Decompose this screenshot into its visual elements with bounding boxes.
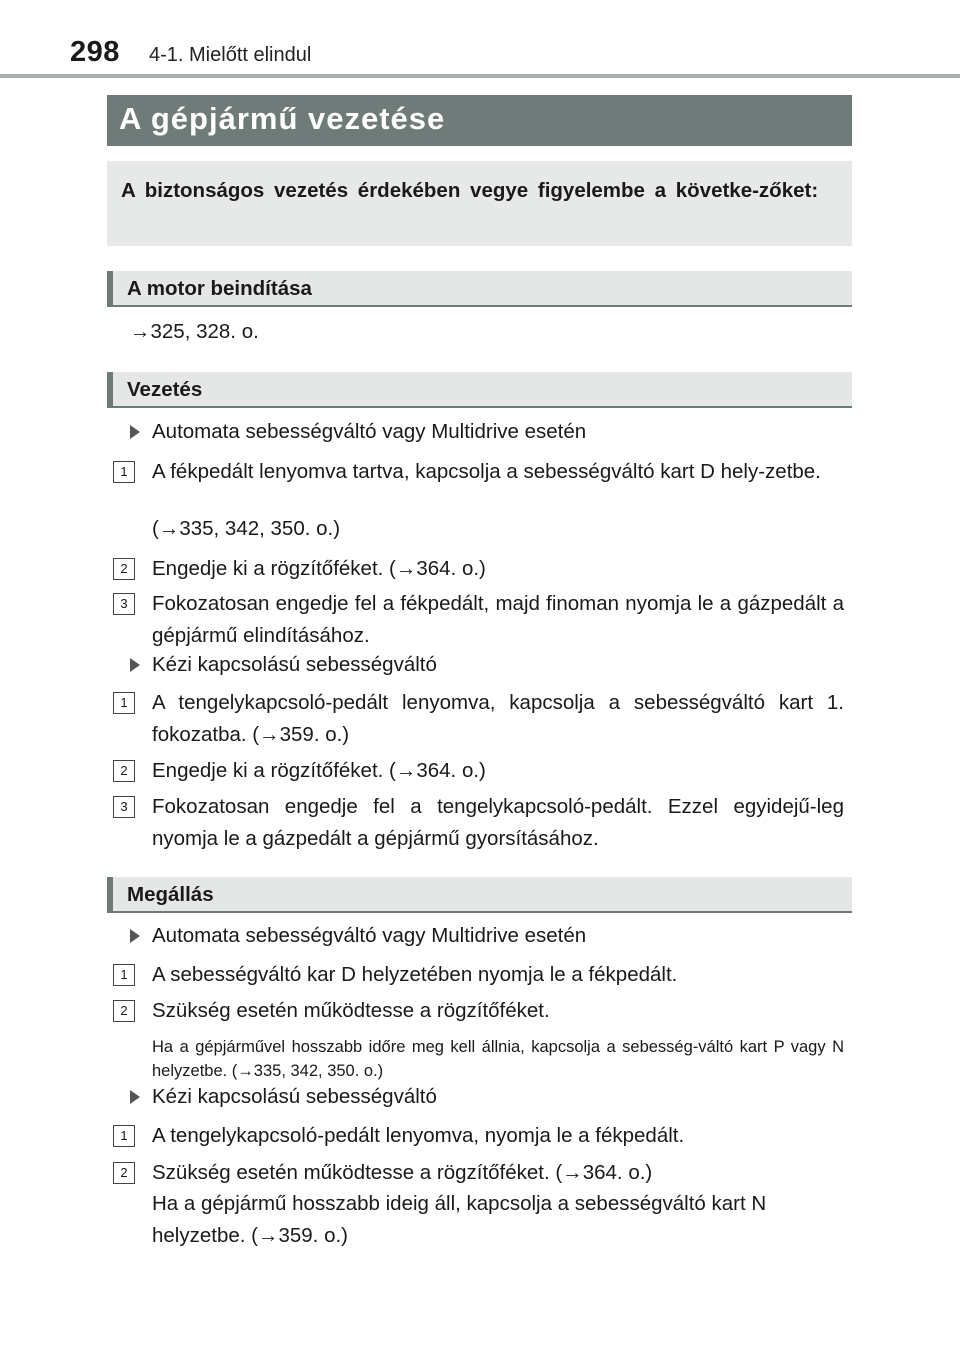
section-breadcrumb: 4-1. Mielőtt elindul (149, 44, 312, 66)
step-text: Fokozatosan engedje fel a tengelykapcsoló-pedált. Ezzel egyidejű-leg nyomja le a gázpedált a gépjármű gyorsításához. (152, 795, 844, 850)
step-number-badge: 2 (113, 760, 135, 782)
step-text: Szükség esetén működtesse a rögzítőféket. (→364. o.) (152, 1161, 653, 1184)
step-number-badge: 1 (113, 1125, 135, 1147)
step-number-badge: 2 (113, 558, 135, 580)
step-number-badge: 1 (113, 692, 135, 714)
step-text: A sebességváltó kar D helyzetében nyomja le a fékpedált. (152, 963, 678, 986)
step-text: Szükség esetén működtesse a rögzítőféket. (152, 999, 550, 1022)
step-text: Engedje ki a rögzítőféket. (→364. o.) (152, 759, 486, 782)
intro-box (107, 161, 852, 246)
page-title-bar (107, 95, 852, 146)
subheading-automatic: Automata sebességváltó vagy Multidrive esetén (152, 924, 587, 947)
step-number-badge: 1 (113, 461, 135, 483)
step-text: A fékpedált lenyomva tartva, kapcsolja a sebességváltó kart D hely-zetbe. (152, 460, 821, 483)
header-divider (0, 74, 960, 78)
section-heading-megallas (107, 877, 852, 913)
page-number: 298 (70, 36, 120, 68)
step-number-badge: 3 (113, 796, 135, 818)
step-text: Fokozatosan engedje fel a fékpedált, majd finoman nyomja le a gázpedált a gépjármű elindításához. (152, 592, 844, 647)
subheading-automatic: Automata sebességváltó vagy Multidrive esetén (152, 420, 587, 443)
section-heading-label: Vezetés (127, 378, 203, 401)
step-number-badge: 2 (113, 1000, 135, 1022)
section-heading-motor (107, 271, 852, 307)
triangle-bullet-icon (130, 1090, 140, 1104)
step-reference: (→335, 342, 350. o.) (152, 517, 341, 540)
triangle-bullet-icon (130, 425, 140, 439)
section-heading-label: A motor beindítása (127, 277, 312, 300)
page-title: A gépjármű vezetése (119, 101, 446, 136)
section-heading-vezetes (107, 372, 852, 408)
section-heading-label: Megállás (127, 883, 214, 906)
triangle-bullet-icon (130, 929, 140, 943)
step-text: A tengelykapcsoló-pedált lenyomva, nyomja le a fékpedált. (152, 1124, 685, 1147)
step-extra-text: Ha a gépjármű hosszabb ideig áll, kapcsolja a sebességváltó kart N helyzetbe. (→359. o.) (152, 1192, 767, 1247)
step-number-badge: 3 (113, 593, 135, 615)
step-text: Engedje ki a rögzítőféket. (→364. o.) (152, 557, 486, 580)
subheading-manual: Kézi kapcsolású sebességváltó (152, 653, 437, 676)
step-text: A tengelykapcsoló-pedált lenyomva, kapcsolja a sebességváltó kart 1. fokozatba. (→359. o.) (152, 691, 844, 746)
motor-reference: →325, 328. o. (130, 320, 259, 343)
step-number-badge: 1 (113, 964, 135, 986)
triangle-bullet-icon (130, 658, 140, 672)
intro-text: A biztonságos vezetés érdekében vegye figyelembe a követke-zőket: (121, 179, 819, 202)
step-number-badge: 2 (113, 1162, 135, 1184)
step-note: Ha a gépjárművel hosszabb időre meg kell állnia, kapcsolja a sebesség-váltó kart P vagy N helyzetbe. (→335, 342, 350. o.) (152, 1038, 844, 1080)
subheading-manual: Kézi kapcsolású sebességváltó (152, 1085, 437, 1108)
